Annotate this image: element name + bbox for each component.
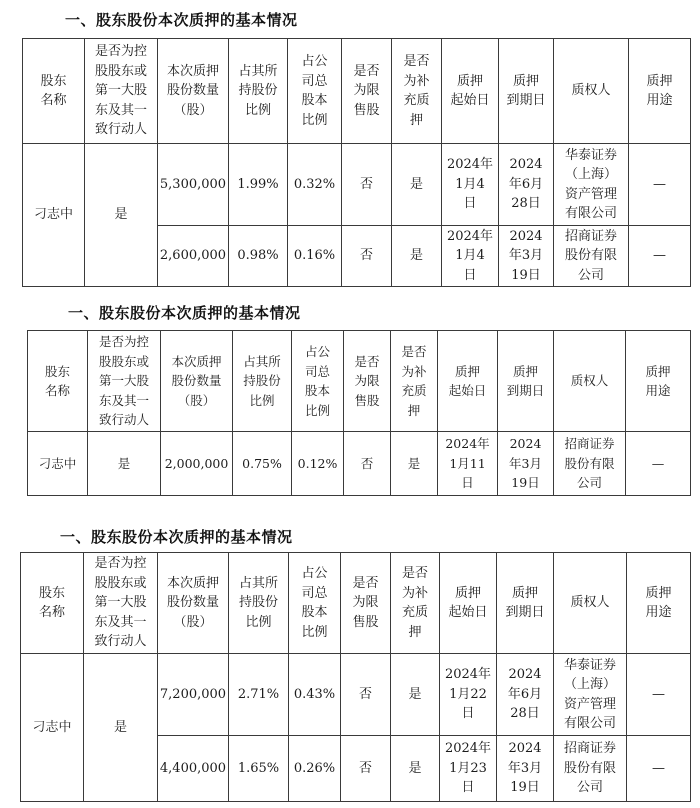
table-row (23, 144, 691, 226)
column-header: 本次质押 股份数量 （股） (158, 553, 229, 654)
pledge-purpose-cell: — (629, 226, 691, 287)
pledge-start-date-cell: 2024年 1月22 日 (440, 654, 497, 736)
restricted-shares-flag-cell: 否 (341, 736, 391, 802)
shareholder-name-cell: 刁志中 (28, 432, 88, 496)
ratio-of-total-capital-cell: 0.32% (288, 144, 342, 226)
table-header (21, 553, 691, 654)
restricted-shares-flag-cell: 否 (344, 432, 391, 496)
ratio-of-holdings-cell: 2.71% (229, 654, 289, 736)
pledge-end-date-cell: 2024 年3月 19日 (499, 226, 554, 287)
ratio-of-holdings-cell: 1.99% (229, 144, 288, 226)
ratio-of-holdings-cell: 0.98% (229, 226, 288, 287)
column-header: 股东 名称 (28, 331, 88, 432)
column-header: 是否 为限 售股 (341, 553, 391, 654)
pledge-start-date-cell: 2024年 1月4 日 (442, 226, 499, 287)
column-header: 质押 起始日 (442, 39, 499, 144)
table-body (23, 144, 691, 287)
column-header: 占公 司总 股本 比例 (288, 39, 342, 144)
header-row (23, 39, 691, 144)
column-header: 本次质押 股份数量 （股） (161, 331, 233, 432)
column-header: 是否 为补 充质 押 (391, 331, 438, 432)
header-row (28, 331, 691, 432)
pledgee-cell: 招商证券 股份有限 公司 (554, 226, 629, 287)
column-header: 是否 为补 充质 押 (391, 553, 440, 654)
table-header (23, 39, 691, 144)
column-header: 是否 为限 售股 (342, 39, 392, 144)
column-header: 股东 名称 (23, 39, 85, 144)
pledge-purpose-cell: — (627, 736, 691, 802)
column-header: 占公 司总 股本 比例 (292, 331, 344, 432)
ratio-of-holdings-cell: 1.65% (229, 736, 289, 802)
pledge-end-date-cell: 2024 年3月 19日 (497, 736, 554, 802)
column-header: 股东 名称 (21, 553, 84, 654)
column-header: 是否为控 股股东或 第一大股 东及其一 致行动人 (85, 39, 158, 144)
table-row (28, 432, 691, 496)
shareholder-name-cell: 刁志中 (21, 654, 84, 802)
pledged-shares-cell: 7,200,000 (158, 654, 229, 736)
column-header: 质押 到期日 (499, 39, 554, 144)
pledged-shares-cell: 4,400,000 (158, 736, 229, 802)
column-header: 质押 起始日 (440, 553, 497, 654)
column-header: 占其所 持股份 比例 (233, 331, 292, 432)
column-header: 质押 到期日 (497, 553, 554, 654)
table-row (21, 654, 691, 736)
pledge-end-date-cell: 2024 年3月 19日 (498, 432, 554, 496)
table-header (28, 331, 691, 432)
pledge-start-date-cell: 2024年 1月23 日 (440, 736, 497, 802)
ratio-of-total-capital-cell: 0.43% (289, 654, 341, 736)
table-body (28, 432, 691, 496)
pledged-shares-cell: 5,300,000 (158, 144, 229, 226)
ratio-of-total-capital-cell: 0.16% (288, 226, 342, 287)
header-row (21, 553, 691, 654)
column-header: 质权人 (554, 553, 627, 654)
pledge-table (20, 552, 691, 802)
supplementary-pledge-flag-cell: 是 (391, 654, 440, 736)
column-header: 占公 司总 股本 比例 (289, 553, 341, 654)
pledgee-cell: 招商证券 股份有限 公司 (554, 736, 627, 802)
restricted-shares-flag-cell: 否 (342, 144, 392, 226)
shareholder-name-cell: 刁志中 (23, 144, 85, 287)
column-header: 质押 到期日 (498, 331, 554, 432)
column-header: 占其所 持股份 比例 (229, 39, 288, 144)
column-header: 是否为控 股股东或 第一大股 东及其一 致行动人 (84, 553, 158, 654)
controlling-shareholder-flag-cell: 是 (84, 654, 158, 802)
pledge-start-date-cell: 2024年 1月4 日 (442, 144, 499, 226)
supplementary-pledge-flag-cell: 是 (392, 144, 442, 226)
ratio-of-total-capital-cell: 0.12% (292, 432, 344, 496)
column-header: 质押 用途 (629, 39, 691, 144)
pledge-start-date-cell: 2024年 1月11 日 (438, 432, 498, 496)
pledged-shares-cell: 2,600,000 (158, 226, 229, 287)
pledgee-cell: 华泰证券 （上海） 资产管理 有限公司 (554, 144, 629, 226)
ratio-of-total-capital-cell: 0.26% (289, 736, 341, 802)
pledge-end-date-cell: 2024 年6月 28日 (499, 144, 554, 226)
pledgee-cell: 华泰证券 （上海） 资产管理 有限公司 (554, 654, 627, 736)
pledge-purpose-cell: — (626, 432, 691, 496)
pledge-table (27, 330, 691, 496)
pledgee-cell: 招商证券 股份有限 公司 (554, 432, 626, 496)
ratio-of-holdings-cell: 0.75% (233, 432, 292, 496)
pledge-purpose-cell: — (629, 144, 691, 226)
pledge-table (22, 38, 691, 287)
column-header: 质权人 (554, 39, 629, 144)
restricted-shares-flag-cell: 否 (341, 654, 391, 736)
column-header: 是否 为限 售股 (344, 331, 391, 432)
column-header: 是否 为补 充质 押 (392, 39, 442, 144)
column-header: 质押 起始日 (438, 331, 498, 432)
section-heading: 一、股东股份本次质押的基本情况 (60, 528, 293, 546)
controlling-shareholder-flag-cell: 是 (85, 144, 158, 287)
column-header: 占其所 持股份 比例 (229, 553, 289, 654)
table-body (21, 654, 691, 802)
supplementary-pledge-flag-cell: 是 (391, 736, 440, 802)
section-heading: 一、股东股份本次质押的基本情况 (68, 304, 301, 322)
pledged-shares-cell: 2,000,000 (161, 432, 233, 496)
supplementary-pledge-flag-cell: 是 (391, 432, 438, 496)
column-header: 质权人 (554, 331, 626, 432)
pledge-end-date-cell: 2024 年6月 28日 (497, 654, 554, 736)
column-header: 质押 用途 (626, 331, 691, 432)
pledge-purpose-cell: — (627, 654, 691, 736)
section-heading: 一、股东股份本次质押的基本情况 (65, 11, 298, 29)
controlling-shareholder-flag-cell: 是 (88, 432, 161, 496)
column-header: 本次质押 股份数量 （股） (158, 39, 229, 144)
column-header: 质押 用途 (627, 553, 691, 654)
column-header: 是否为控 股股东或 第一大股 东及其一 致行动人 (88, 331, 161, 432)
supplementary-pledge-flag-cell: 是 (392, 226, 442, 287)
restricted-shares-flag-cell: 否 (342, 226, 392, 287)
